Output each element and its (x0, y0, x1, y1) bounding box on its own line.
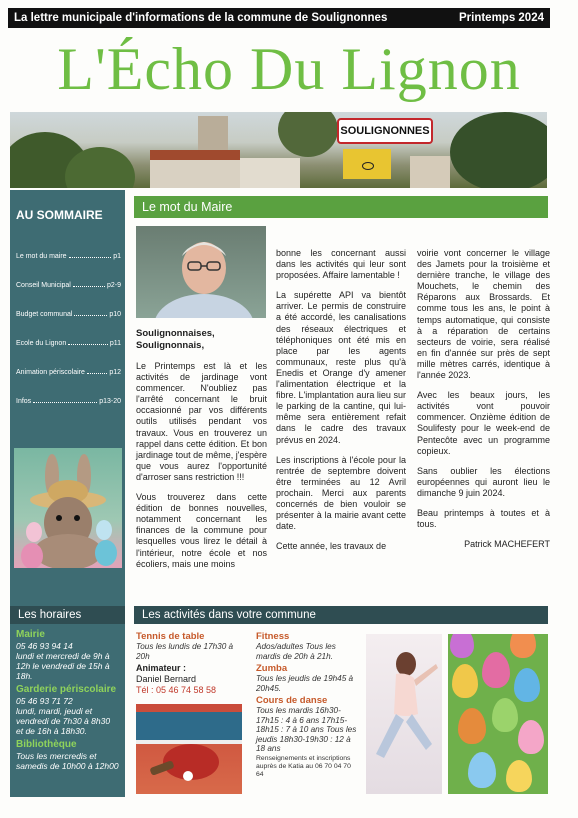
easter-eggs-image (448, 634, 548, 794)
ping-pong-image (136, 704, 242, 794)
horaire-hours: Tous les mercredis et samedis de 10h00 à 12h00 (16, 751, 119, 771)
horaires-panel (10, 624, 125, 797)
horaire-hours: lundi et mercredi de 9h à 12h le vendredi de 15h à 18h. (16, 651, 110, 681)
activity-name: Cours de danse (256, 695, 328, 706)
danse-contact: Renseignements et inscriptions auprès de Katia au 06 70 04 70 64 (256, 754, 351, 778)
horaire-phone: 05 46 93 94 14 (16, 641, 73, 651)
activity-name: Tennis de table (136, 631, 205, 642)
sommaire-item[interactable]: Budget communal p10 (16, 311, 121, 318)
tagline: La lettre municipale d'informations de la commune de Soulignonnes (14, 12, 388, 24)
maire-column-3 (417, 248, 550, 559)
village-banner-image (10, 112, 547, 188)
paragraph: voirie vont concerner le village des Jamets pour la troisième et dernière tranche, le village des Mouchets, le chemin des Réparons aux Brossards. Et comme tous les ans, le point à temps automatique, qui consiste à a réparation de certains secteurs de voirie, sera réalisé en fin d'année sur près de sept mille mètres carrés, identique à l'année 2023. (417, 248, 550, 381)
fitness-block (256, 631, 360, 779)
header-bar (8, 8, 550, 28)
activites-header: Les activités dans votre commune (134, 606, 548, 624)
paragraph: Avec les beaux jours, les activités vont pouvoir commencer. Onzième édition de Soulifesty pour le week-end de Pentecôte avec un programme copieux. (417, 390, 550, 456)
paragraph: La supérette API va bientôt arriver. Le permis de construire a été accordé, les canalisations des réseaux électriques et téléphoniques ont été mis en place par les agents communaux, reste plus qu'à Enedis et Orange d'y amener l'alimentation électrique et la fibre. L'implantation aura lieu sur le parking de la cantine, qui lui-même sera entièrement refait dans le cadre des travaux prévus en 2024. (276, 290, 406, 445)
horaire-name: Mairie (16, 629, 45, 640)
paragraph: Cette année, les travaux de (276, 541, 387, 552)
maire-column-2 (276, 248, 406, 561)
activity-name: Zumba (256, 663, 288, 674)
sommaire-item[interactable]: Animation périscolaire p12 (16, 369, 121, 376)
season: Printemps 2024 (458, 12, 544, 24)
mayor-signature: Patrick MACHEFERT (464, 539, 550, 550)
paragraph: Beau printemps à toutes et à tous. (417, 507, 550, 530)
neighbour-watch-sign (343, 149, 391, 179)
horaires-header: Les horaires (10, 606, 125, 624)
horaire-phone: 05 46 93 71 72 (16, 696, 73, 706)
sommaire-item[interactable]: Conseil Municipal p2-9 (16, 282, 121, 289)
eye-icon (362, 162, 374, 170)
activity-schedule: Tous les mardis 16h30-17h15 : 4 à 6 ans 17h15-18h15 : 7 à 10 ans Tous les jeudis 18h30-19h30 : 12 à 18 ans (256, 706, 357, 753)
activity-schedule: Tous les jeudis de 19h45 à 20h45. (256, 674, 354, 693)
tennis-block (136, 631, 246, 696)
horaire-name: Garderie périscolaire (16, 684, 117, 695)
activity-schedule: Ados/adultes Tous les mardis de 20h à 21h. (256, 642, 336, 661)
animateur-phone: Tél : 05 46 74 58 58 (136, 685, 217, 695)
animateur-name: Daniel Bernard (136, 674, 197, 684)
village-sign: SOULIGNONNES (337, 118, 433, 144)
newsletter-title: L'Écho Du Lignon (57, 36, 521, 102)
sommaire-item[interactable]: Ecole du Lignon p11 (16, 340, 121, 347)
maire-column-1 (136, 328, 267, 579)
activity-name: Fitness (256, 631, 290, 642)
maire-section-header: Le mot du Maire (134, 196, 548, 218)
paragraph: Sans oublier les élections européennes qui auront lieu le dimanche 9 juin 2024. (417, 465, 550, 498)
greeting: Soulignonnaises, Soulignonnais, (136, 328, 215, 351)
sommaire-item[interactable]: Infos p13-20 (16, 398, 121, 405)
mayor-photo (136, 226, 266, 318)
sommaire-sidebar (10, 190, 125, 607)
sommaire-title: AU SOMMAIRE (16, 208, 103, 222)
paragraph: Les inscriptions à l'école pour la rentrée de septembre doivent être terminées au 12 Avril prochain. Merci aux parents concernés de bien vouloir se présenter à la mairie avant cette date. (276, 454, 406, 532)
sommaire-item[interactable]: Le mot du maire p1 (16, 253, 121, 260)
activity-schedule: Tous les lundis de 17h30 à 20h (136, 642, 234, 661)
paragraph: Vous trouverez dans cette édition de bonnes nouvelles, notamment concernant les finances de la commune pour lesquelles vous lirez le détail à l'intérieur, notre école et nos écoliers, mais une moins (136, 492, 267, 569)
easter-bunny-image (14, 448, 122, 568)
paragraph: Le Printemps est là et les activités de jardinage vont commencer. N'oubliez pas l'arrêté concernant le bruit occasionné par vos différents outils utilisés pendant vos travaux. Vous en trouverez un rappel dans cette édition. Et bon jardinage tout de même, j'espère que vous aurez l'opportunité d'arroser sans restriction !!! (136, 361, 267, 482)
horaire-hours: lundi, mardi, jeudi et vendredi de 7h30 à 8h30 et de 16h à 18h30. (16, 706, 111, 736)
animateur-label: Animateur : (136, 663, 187, 673)
paragraph: bonne les concernant aussi dans les activités qui leur sont proposées. Affaire lamentable ! (276, 248, 406, 281)
dancer-image (366, 634, 442, 794)
horaire-name: Bibliothèque (16, 739, 77, 750)
